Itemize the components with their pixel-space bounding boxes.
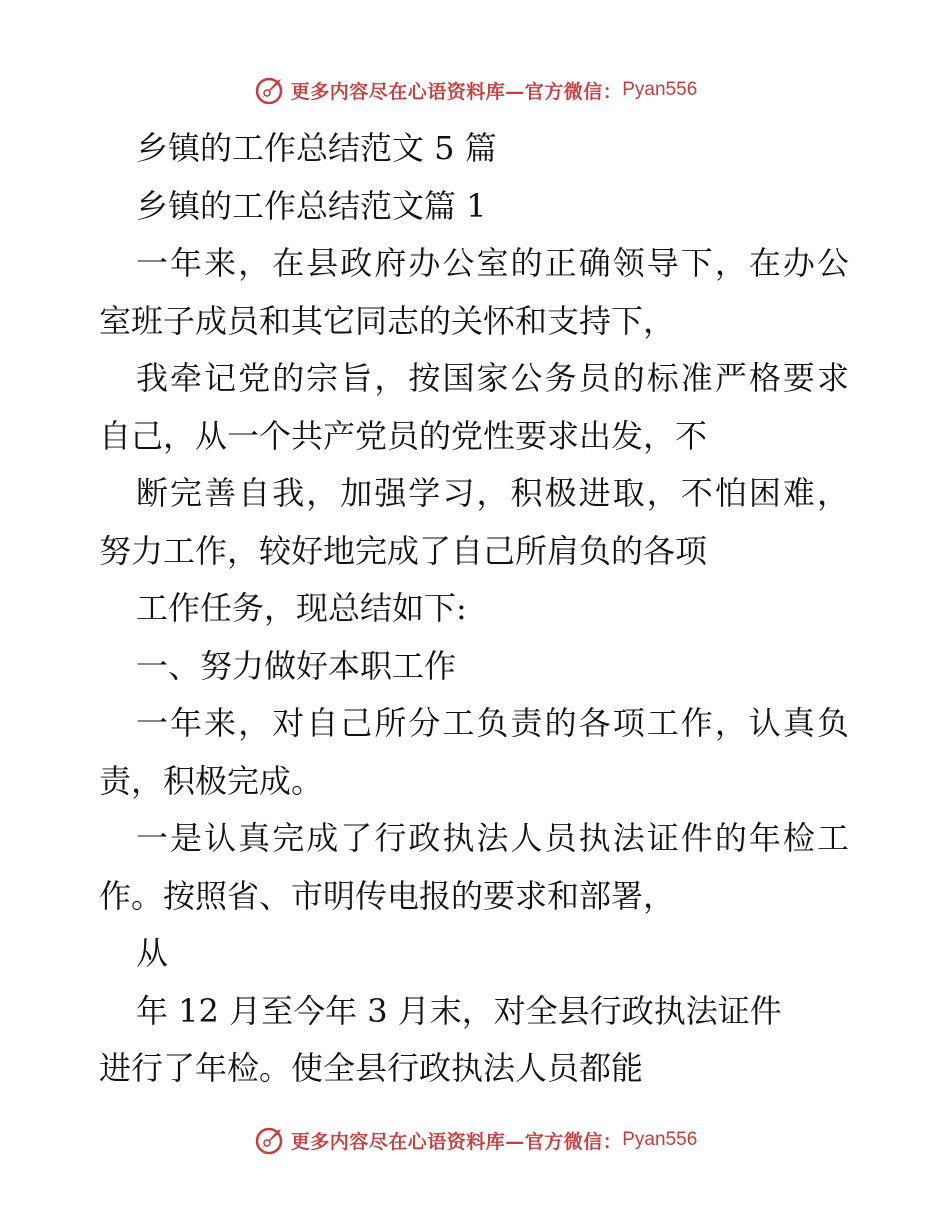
quill-logo-icon xyxy=(253,1123,287,1157)
paragraph-line: 一年来，在县政府办公室的正确领导下，在办公 xyxy=(136,244,849,282)
section-heading: 乡镇的工作总结范文篇 1 xyxy=(136,186,487,225)
banner-wechat-id: Pyan556 xyxy=(622,1129,698,1150)
banner-text: 更多内容尽在心语资料库—官方微信： xyxy=(290,1130,623,1153)
banner-wechat-id: Pyan556 xyxy=(622,79,698,100)
paragraph-line: 我牵记党的宗旨，按国家公务员的标准严格要求 xyxy=(136,359,849,397)
header-watermark xyxy=(0,70,950,110)
paragraph-line: 工作任务，现总结如下: xyxy=(136,589,467,627)
quill-logo-icon xyxy=(253,73,287,107)
banner-text: 更多内容尽在心语资料库—官方微信： xyxy=(290,80,623,103)
paragraph-line: 一年来，对自己所分工负责的各项工作，认真负 xyxy=(136,704,849,742)
paragraph-line: 责，积极完成。 xyxy=(99,761,324,800)
paragraph-line: 断完善自我，加强学习，积极进取，不怕困难， xyxy=(136,474,849,512)
paragraph-line: 年 12 月至今年 3 月末，对全县行政执法证件 xyxy=(136,991,782,1030)
subsection-heading: 一、努力做好本职工作 xyxy=(136,646,457,685)
document-body xyxy=(99,120,859,1098)
footer-watermark xyxy=(0,1120,950,1160)
paragraph-line: 从 xyxy=(136,934,169,972)
paragraph-line: 一是认真完成了行政执法人员执法证件的年检工 xyxy=(136,819,849,857)
paragraph-line: 室班子成员和其它同志的关怀和支持下， xyxy=(99,301,676,340)
paragraph-line: 自己，从一个共产党员的党性要求出发，不 xyxy=(99,416,708,455)
paragraph-line: 作。按照省、市明传电报的要求和部署， xyxy=(99,876,676,915)
document-title: 乡镇的工作总结范文 5 篇 xyxy=(136,129,497,167)
paragraph-line: 进行了年检。使全县行政执法人员都能 xyxy=(99,1049,644,1087)
paragraph-line: 努力工作，较好地完成了自己所肩负的各项 xyxy=(99,531,708,570)
